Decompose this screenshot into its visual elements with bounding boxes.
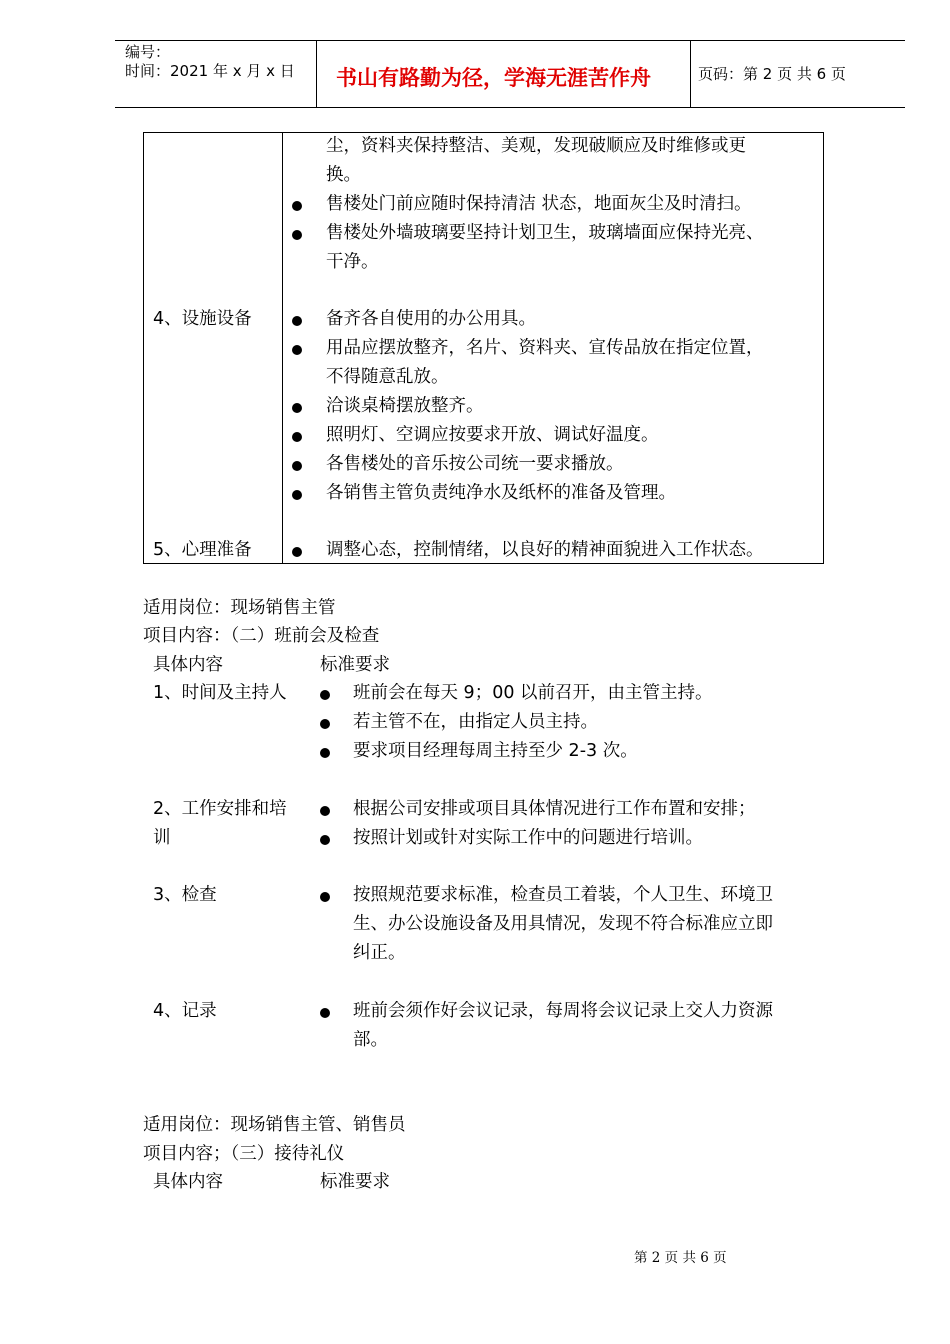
bullet-icon bbox=[292, 403, 302, 413]
section2-col1-header: 具体内容 bbox=[153, 655, 223, 675]
footer-page-number: 第 2 页 共 6 页 bbox=[634, 1250, 727, 1266]
bullet-icon bbox=[320, 719, 330, 729]
bullet-icon bbox=[320, 806, 330, 816]
table-line: 换。 bbox=[326, 165, 361, 185]
section2-content: 项目内容：（二）班前会及检查 bbox=[143, 626, 380, 646]
section2-category: 1、时间及主持人 bbox=[153, 683, 287, 703]
section2-line: 纠正。 bbox=[353, 943, 406, 963]
section2-line: 根据公司安排或项目具体情况进行工作布置和安排； bbox=[353, 799, 756, 819]
bullet-icon bbox=[320, 835, 330, 845]
section2-line: 生、办公设施设备及用具情况，发现不符合标准应立即 bbox=[353, 914, 773, 934]
bullet-icon bbox=[320, 892, 330, 902]
bullet-icon bbox=[292, 461, 302, 471]
table-line: 洽谈桌椅摆放整齐。 bbox=[326, 396, 484, 416]
header-divider bbox=[316, 40, 317, 107]
bullet-icon bbox=[292, 490, 302, 500]
bullet-icon bbox=[320, 1008, 330, 1018]
bullet-icon bbox=[292, 316, 302, 326]
section2-line: 班前会须作好会议记录，每周将会议记录上交人力资源 bbox=[353, 1001, 773, 1021]
section2-post: 适用岗位：现场销售主管 bbox=[143, 598, 336, 618]
page-info: 页码：第 2 页 共 6 页 bbox=[698, 65, 846, 83]
table-line: 售楼处门前应随时保持清洁 状态，地面灰尘及时清扫。 bbox=[326, 194, 752, 214]
section3-content: 项目内容；（三）接待礼仪 bbox=[143, 1144, 345, 1164]
section2-category: 训 bbox=[153, 828, 171, 848]
section2-line: 要求项目经理每周主持至少 2-3 次。 bbox=[353, 741, 638, 761]
table-line: 干净。 bbox=[326, 252, 379, 272]
section2-category: 3、检查 bbox=[153, 885, 217, 905]
section2-line: 若主管不在，由指定人员主持。 bbox=[353, 712, 598, 732]
doc-time-label: 时间：2021 年 x 月 x 日 bbox=[125, 62, 295, 80]
section2-line: 部。 bbox=[353, 1030, 388, 1050]
table-column-divider bbox=[282, 132, 283, 564]
section2-line: 班前会在每天 9；00 以前召开，由主管主持。 bbox=[353, 683, 713, 703]
table-line: 尘，资料夹保持整洁、美观，发现破顺应及时维修或更 bbox=[326, 136, 746, 156]
section2-line: 按照规范要求标准，检查员工着装，个人卫生、环境卫 bbox=[353, 885, 773, 905]
table-category: 5、心理准备 bbox=[153, 540, 252, 560]
section3-col2-header: 标准要求 bbox=[320, 1172, 390, 1192]
header-top-rule bbox=[115, 40, 905, 41]
section2-col2-header: 标准要求 bbox=[320, 655, 390, 675]
table-line: 售楼处外墙玻璃要坚持计划卫生，玻璃墙面应保持光亮、 bbox=[326, 223, 764, 243]
table-line: 备齐各自使用的办公用具。 bbox=[326, 309, 536, 329]
header-divider bbox=[690, 40, 691, 107]
bullet-icon bbox=[320, 748, 330, 758]
table-category: 4、设施设备 bbox=[153, 309, 252, 329]
table-line: 不得随意乱放。 bbox=[326, 367, 449, 387]
table-line: 各售楼处的音乐按公司统一要求播放。 bbox=[326, 454, 624, 474]
section3-col1-header: 具体内容 bbox=[153, 1172, 223, 1192]
section3-post: 适用岗位：现场销售主管、销售员 bbox=[143, 1115, 406, 1135]
section2-category: 4、记录 bbox=[153, 1001, 217, 1021]
table-line: 照明灯、空调应按要求开放、调试好温度。 bbox=[326, 425, 659, 445]
doc-number-label: 编号： bbox=[125, 43, 171, 61]
bullet-icon bbox=[292, 230, 302, 240]
section2-line: 按照计划或针对实际工作中的问题进行培训。 bbox=[353, 828, 703, 848]
bullet-icon bbox=[292, 547, 302, 557]
section2-category: 2、工作安排和培 bbox=[153, 799, 287, 819]
bullet-icon bbox=[292, 201, 302, 211]
header-bottom-rule bbox=[115, 107, 905, 108]
header-motto: 书山有路勤为径，学海无涯苦作舟 bbox=[336, 65, 651, 90]
bullet-icon bbox=[292, 432, 302, 442]
table-line: 用品应摆放整齐，名片、资料夹、宣传品放在指定位置， bbox=[326, 338, 764, 358]
bullet-icon bbox=[320, 690, 330, 700]
table-line: 各销售主管负责纯净水及纸杯的准备及管理。 bbox=[326, 483, 676, 503]
table-line: 调整心态，控制情绪，以良好的精神面貌进入工作状态。 bbox=[326, 540, 764, 560]
bullet-icon bbox=[292, 345, 302, 355]
